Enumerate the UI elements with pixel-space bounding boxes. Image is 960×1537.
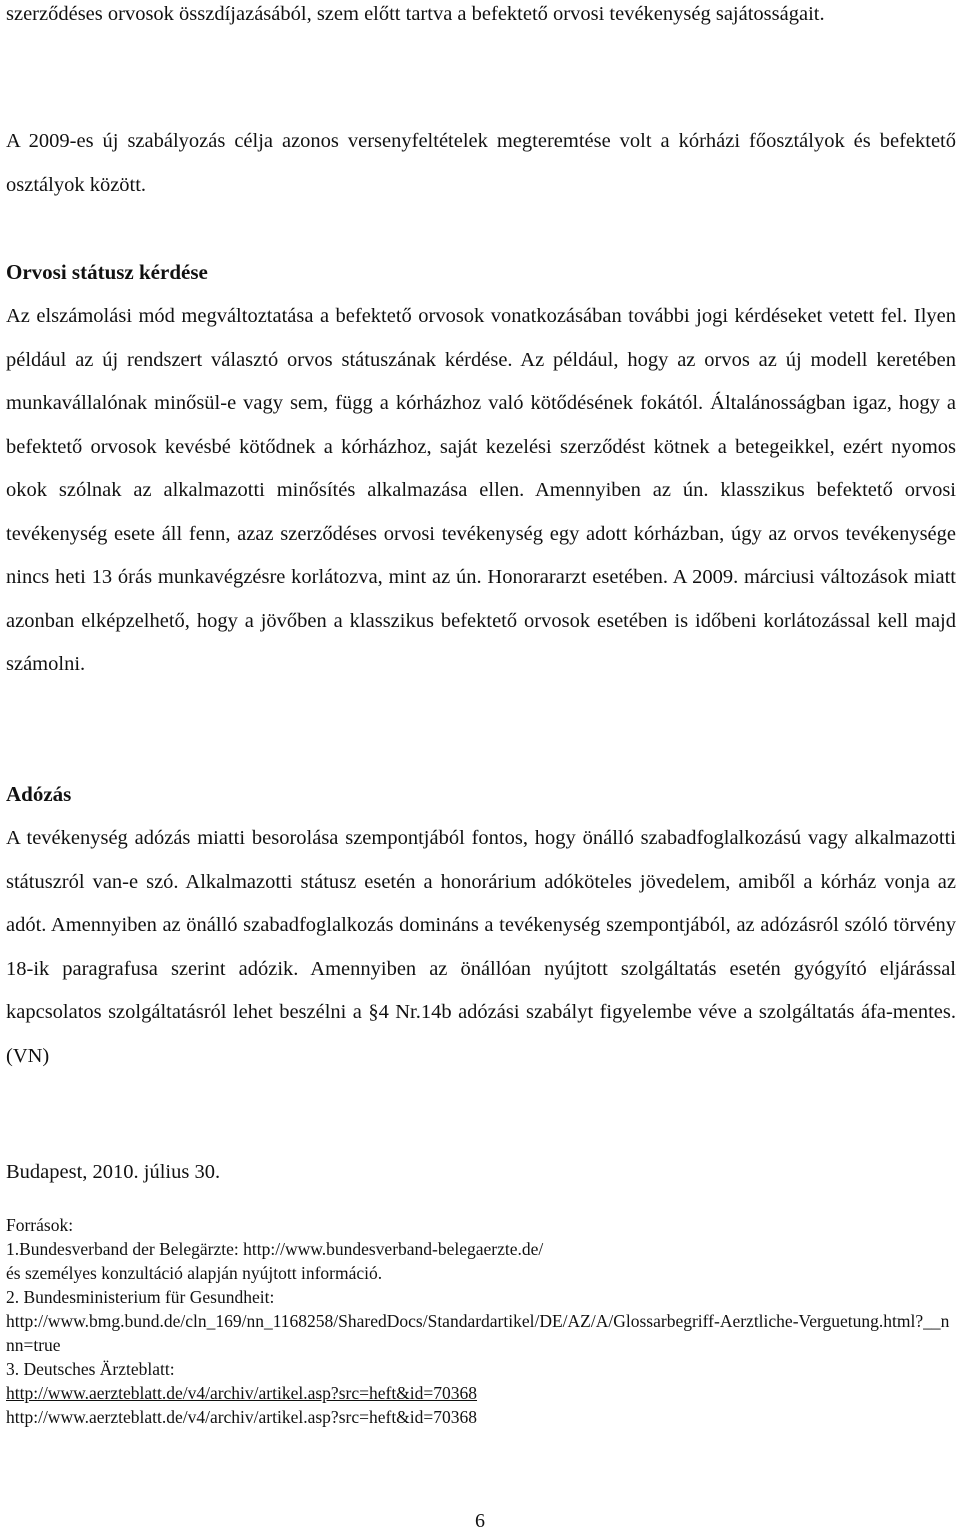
source-link-bmg[interactable]: http://www.bmg.bund.de/cln_169/nn_1168258/SharedDocs/Standardartikel/DE/AZ/A/Glossarbegriff-Aerztliche-Verguetung.html?__nnn=true xyxy=(6,1311,950,1355)
page-number: 6 xyxy=(475,1510,485,1532)
source-line-5: 3. Deutsches Ärzteblatt: xyxy=(6,1359,175,1379)
sources-section xyxy=(6,1213,956,1429)
heading-doctor-status: Orvosi státusz kérdése xyxy=(6,260,208,284)
source-link-aerzteblatt-underlined[interactable]: http://www.aerzteblatt.de/v4/archiv/artikel.asp?src=heft&id=70368 xyxy=(6,1383,478,1403)
source-link-aerzteblatt[interactable]: http://www.aerzteblatt.de/v4/archiv/artikel.asp?src=heft&id=70368 xyxy=(6,1407,478,1427)
sources-label: Források: xyxy=(6,1215,74,1235)
source-line-3: 2. Bundesministerium für Gesundheit: xyxy=(6,1287,275,1307)
paragraph-2009-regulation: A 2009-es új szabályozás célja azonos versenyfeltételek megteremtése volt a kórházi főosztályok és befektető osztályok között. xyxy=(6,130,956,196)
paragraph-intro-continuation: szerződéses orvosok összdíjazásából, szem előtt tartva a befektető orvosi tevékenység sajátosságait. xyxy=(6,3,825,25)
heading-taxation: Adózás xyxy=(6,782,72,806)
source-line-2: és személyes konzultáció alapján nyújtott információ. xyxy=(6,1263,383,1283)
date-location-line: Budapest, 2010. július 30. xyxy=(6,1161,221,1183)
paragraph-taxation: A tevékenység adózás miatti besorolása szempontjából fontos, hogy önálló szabadfoglalkozású vagy alkalmazotti státuszról van-e szó. Alkalmazotti státusz esetén a honorárium adóköteles jövedelem, amiből a kórház vonja az adót. Amennyiben az önálló szabadfoglalkozás domináns a tevékenység szempontjából, az adózásról szóló törvény 18-ik paragrafusa szerint adózik. Amennyiben az önállóan nyújtott szolgáltatás esetén gyógyító eljárással kapcsolatos szolgáltatásról lehet beszélni a §4 Nr.14b adózási szabályt figyelembe véve a szolgáltatás áfa-mentes. (VN) xyxy=(6,827,956,1067)
source-line-1: 1.Bundesverband der Belegärzte: http://www.bundesverband-belegaerzte.de/ xyxy=(6,1239,544,1259)
paragraph-doctor-status: Az elszámolási mód megváltoztatása a befektető orvosok vonatkozásában további jogi kérdéseket vetett fel. Ilyen például az új rendszert választó orvos státuszának kérdése. Az például, hogy az orvos az új modell keretében munkavállalónak minősül-e vagy sem, függ a kórházhoz való kötődésének fokától. Általánosságban igaz, hogy a befektető orvosok kevésbé kötődnek a kórházhoz, saját kezelési szerződést kötnek a betegeikkel, ezért nyomos okok szólnak az alkalmazotti minősítés alkalmazása ellen. Amennyiben az ún. klasszikus befektető orvosi tevékenység esete áll fenn, azaz szerződéses orvosi tevékenység egy adott kórházban, úgy az orvos tevékenysége nincs heti 13 órás munkavégzésre korlátozva, mint az ún. Honorararzt esetében. A 2009. márciusi változások miatt azonban elképzelhető, hogy a jövőben a klasszikus befektető orvosok esetében is időbeni korlátozással kell majd számolni. xyxy=(6,305,956,675)
